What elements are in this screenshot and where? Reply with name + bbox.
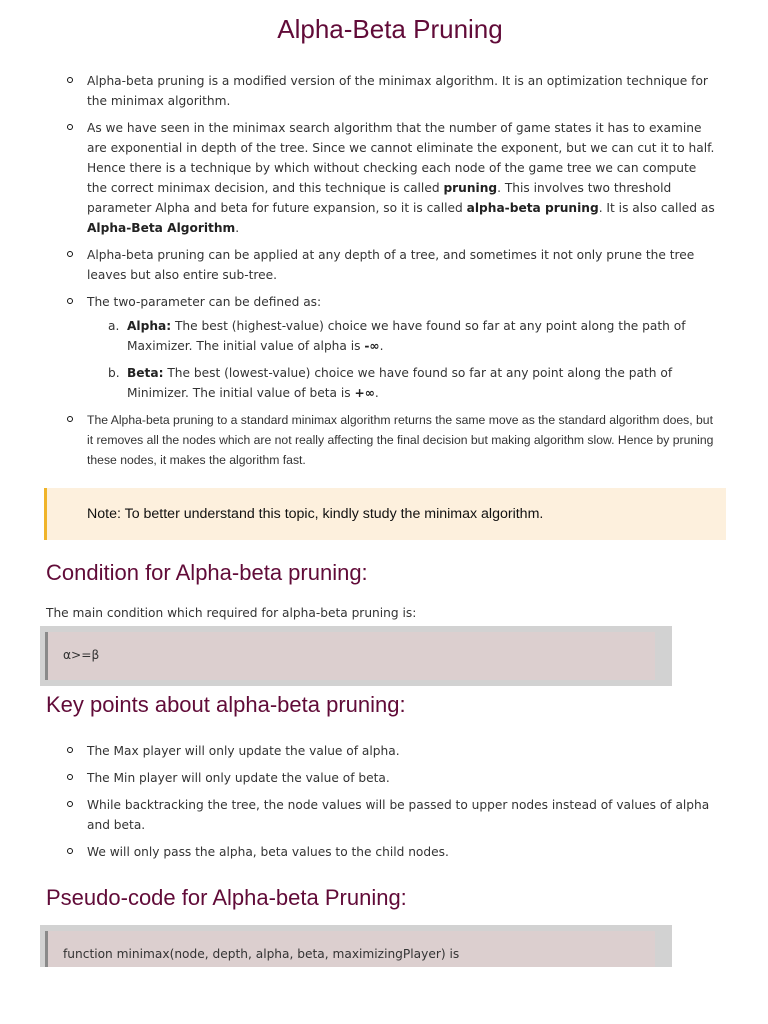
list-item: b. Beta: The best (lowest-value) choice we have found so far at any point along the path of Minimizer. The initial value of beta is +∞. [108, 366, 673, 400]
pseudocode-line: function minimax(node, depth, alpha, beta, maximizingPlayer) is [63, 947, 460, 961]
parameter-list [87, 316, 716, 403]
condition-text: The main condition which required for alpha-beta pruning is: [46, 606, 417, 620]
list-item: Alpha-beta pruning is a modified version of the minimax algorithm. It is an optimization technique for the minimax algorithm. [66, 71, 716, 111]
list-item: The Max player will only update the value of alpha. [66, 741, 716, 761]
condition-code-block [40, 626, 672, 686]
condition-heading: Condition for Alpha-beta pruning: [46, 560, 368, 585]
list-item: While backtracking the tree, the node values will be passed to upper nodes instead of values of alpha and beta. [66, 795, 716, 835]
list-item: The Min player will only update the value of beta. [66, 768, 716, 788]
condition-code: α>=β [63, 648, 100, 662]
list-item: Alpha-beta pruning can be applied at any depth of a tree, and sometimes it not only prune the tree leaves but also entire sub-tree. [66, 245, 716, 285]
list-item: The Alpha-beta pruning to a standard minimax algorithm returns the same move as the standard algorithm does, but it removes all the nodes which are not really affecting the final decision but making algorithm slow. Hence by pruning these nodes, it makes the algorithm fast. [66, 410, 716, 470]
list-item: a. Alpha: The best (highest-value) choice we have found so far at any point along the path of Maximizer. The initial value of alpha is -∞. [108, 319, 686, 353]
list-item: The two-parameter can be defined as: a. Alpha: The best (highest-value) choice we have found so far at any point along the path of Maximizer. The initial value of alpha is -∞. b. Beta: The best (lowest-value) choice we have found so far at any point along the path of Minimizer. The initial value of beta is +∞. [66, 292, 716, 403]
note-text: Note: To better understand this topic, kindly study the minimax algorithm. [87, 506, 544, 522]
bold-term: alpha-beta pruning [466, 201, 599, 215]
note-callout [44, 488, 726, 540]
beta-initial-value: +∞ [354, 386, 375, 400]
bold-term: pruning [443, 181, 498, 195]
page-title: Alpha-Beta Pruning [277, 14, 503, 44]
pseudocode-block [40, 925, 672, 967]
pseudocode-heading: Pseudo-code for Alpha-beta Pruning: [46, 885, 407, 910]
intro-list [66, 71, 716, 477]
beta-label: Beta: [127, 366, 164, 380]
keypoints-heading: Key points about alpha-beta pruning: [46, 692, 406, 717]
list-item: We will only pass the alpha, beta values to the child nodes. [66, 842, 716, 862]
alpha-label: Alpha: [127, 319, 172, 333]
list-item: As we have seen in the minimax search algorithm that the number of game states it has to examine are exponential in depth of the tree. Since we cannot eliminate the exponent, but we can cut it to half. Hence there is a technique by which without checking each node of the game tree we can compute the correct minimax decision, and this technique is called pruning. This involves two threshold parameter Alpha and beta for future expansion, so it is called alpha-beta pruning. It is also called as Alpha-Beta Algorithm. [66, 118, 716, 238]
keypoints-list [66, 741, 716, 869]
bold-term: Alpha-Beta Algorithm [87, 221, 236, 235]
alpha-initial-value: -∞ [364, 339, 380, 353]
